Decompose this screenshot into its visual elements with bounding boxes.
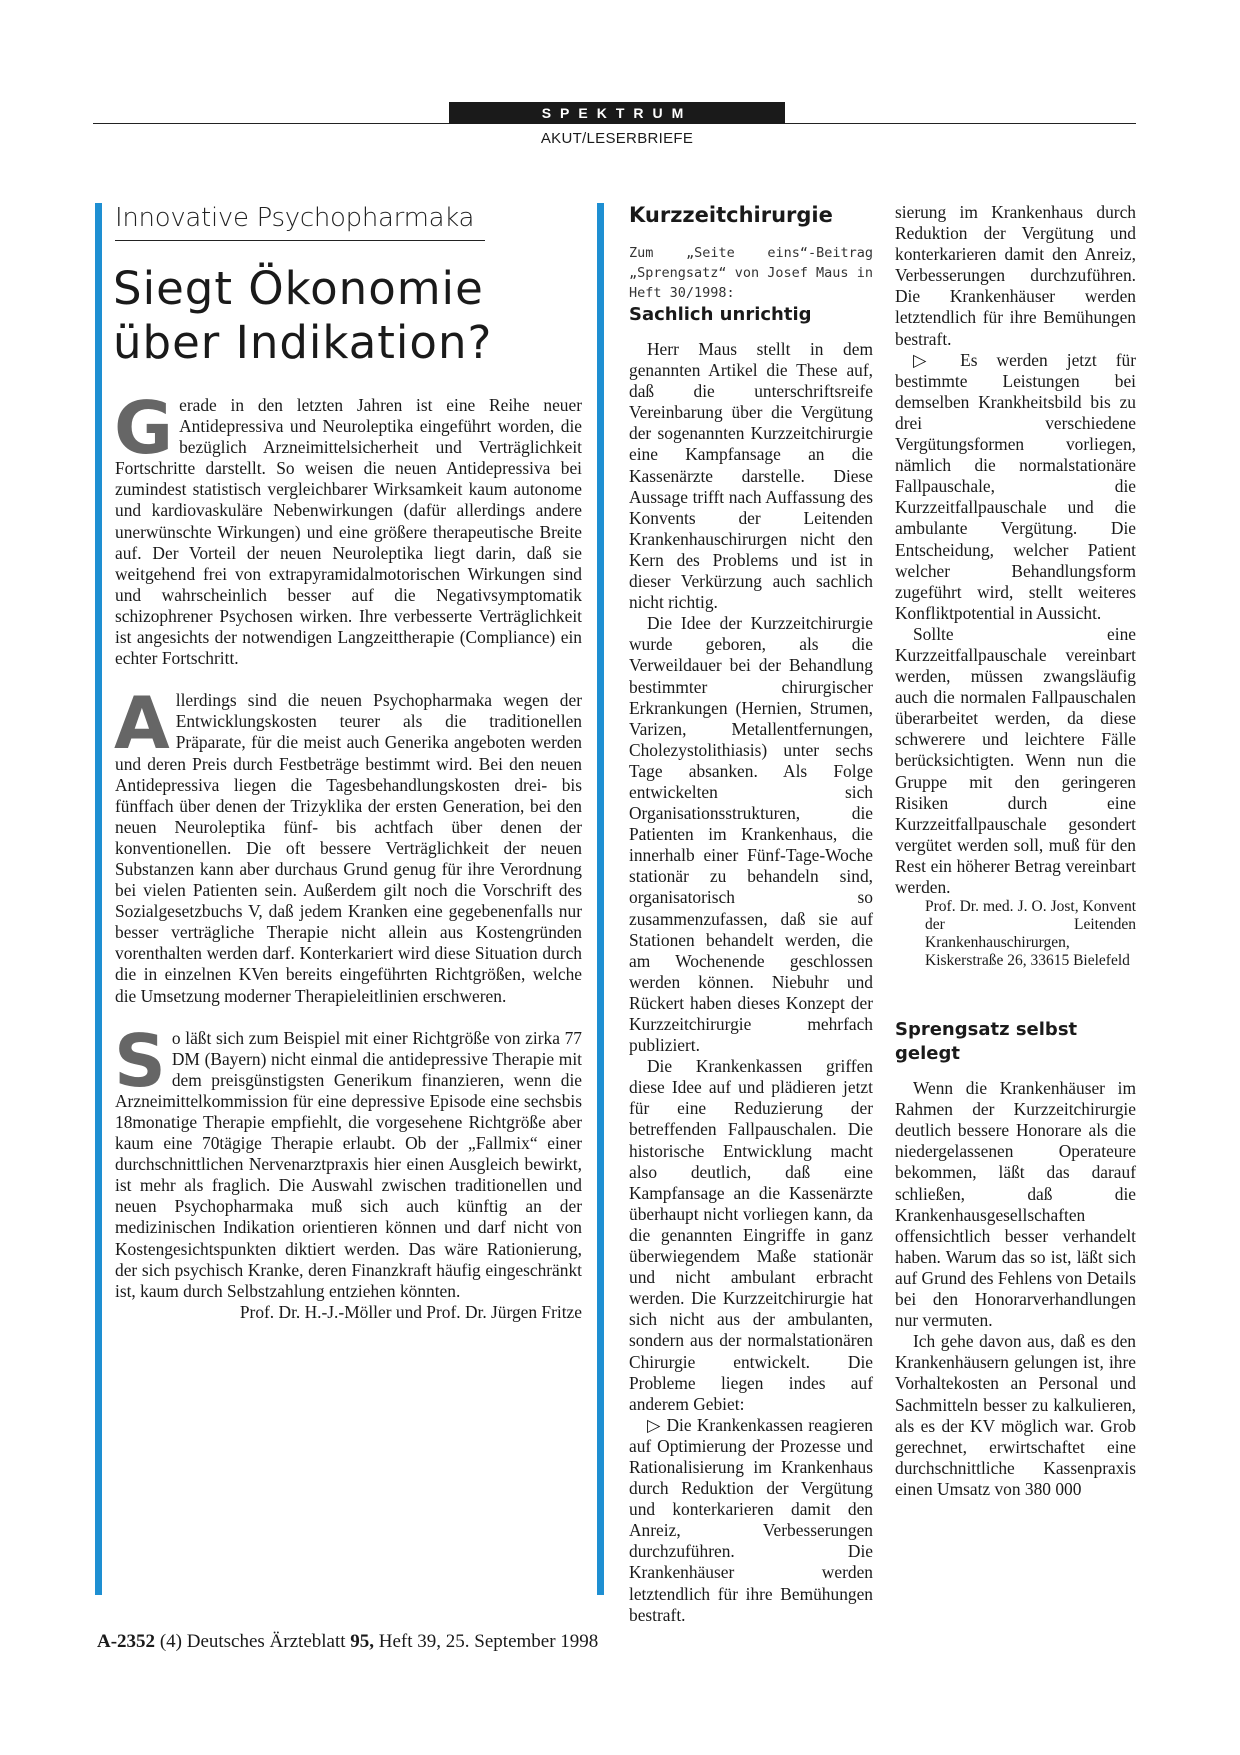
article1-accent-bar <box>95 203 102 1595</box>
article1-kicker: Innovative Psychopharmaka <box>115 203 475 233</box>
letter1-paragraph-1: Herr Maus stellt in dem genannten Artikel die These auf, daß die unterschriftsreife Vereinbarung über die Vergütung der sogenannten Kurzzeitchirurgie eine Kampfansage an die Kassenärzte darstelle. Diese Aussage trifft nach Auffassung des Konvents der Leitenden Krankenhauschirurgen nicht den Kern des Problems und ist in dieser Verkürzung auch sachlich nicht richtig. <box>629 339 873 613</box>
page-number: A-2352 <box>97 1631 156 1652</box>
footer-volume: 95, <box>350 1631 375 1652</box>
kicker-underline <box>115 240 485 241</box>
article2-column-1 <box>629 202 873 1625</box>
letter1-title: Sachlich unrichtig <box>629 304 812 325</box>
article2-title: Kurzzeitchirurgie <box>629 203 833 227</box>
article2-column-2 <box>895 202 1136 1500</box>
letter1-paragraph-2: Die Idee der Kurzzeitchirurgie wurde geboren, als die Verweildauer bei der Behandlung bestimmter chirurgischer Erkrankungen (Hernien, Strumen, Varizen, Metallentfernungen, Cholezystolithiasis) unter sechs Tage absanken. Als Folge entwickelten sich Organisationsstrukturen, die Patienten im Krankenhaus, die innerhalb einer Fünf-Tage-Woche stationär zu behandeln sind, organisatorisch so zusammenzufassen, daß sie auf Stationen behandelt werden, die am Wochenende geschlossen werden können. Niebuhr und Rückert haben dieses Konzept der Kurzzeitchirurgie mehrfach publiziert. <box>629 613 873 1056</box>
letter1-paragraph-6: Sollte eine Kurzzeitfallpauschale vereinbart werden, müssen zwangsläufig auch die normalen Fallpauschalen überarbeitet werden, da diese schwerere und leichtere Fälle berücksichtigten. Wenn nun die Gruppe mit den geringeren Risiken durch eine Kurzzeitfallpauschale gesondert vergütet werden soll, muß für den Rest ein höherer Betrag vereinbart werden. <box>895 623 1136 897</box>
article1-paragraph-2: Allerdings sind die neuen Psychopharmaka wegen der Entwicklungskosten teurer als die traditionellen Präparate, für die meist auch Generika angeboten werden und deren Preis durch Festbeträge bestimmt wird. Bei den neuen Antidepressiva liegen die Tagesbehandlungskosten drei- bis fünffach über denen der Trizyklika der ersten Generation, bei den neuen Neuroleptika fünf- bis achtfach über denen der konventionellen. Die oft bessere Verträglichkeit der neuen Substanzen kann aber durchaus Grund genug für ihre Verordnung bei vielen Patienten sein. Außerdem gilt noch die Vorschrift des Sozialgesetzbuchs V, daß jedem Kranken eine gegebenenfalls nur besser verträgliche Therapie nicht allein aus Kostengründen vorenthalten werden darf. Konterkariert wird diese Situation durch die in einzelnen KVen bereits eingeführten Richtgrößen, welche die Umsetzung moderner Therapieleitlinien erschweren. <box>114 681 582 1006</box>
article2-accent-bar <box>597 203 604 1595</box>
article1-paragraph-3: So läßt sich zum Beispiel mit einer Richtgröße von zirka 77 DM (Bayern) nicht einmal die antidepressive Therapie mit dem preisgünstigsten Generikum finanzieren, wenn die Arzneimittelkommission für eine depressive Episode eine sechsbis 18monatige Therapie empfiehlt, die vorgesehene Richtgröße aber kaum eine 70tägige Therapie erlaubt. Ob der „Fallmix“ einer durchschnittlichen Nervenarztpraxis hier einen Ausgleich bewirkt, ist mehr als fraglich. Die Auswahl zwischen traditionellen und neuen Psychopharmaka muß sich auch künftig an der medizinischen Indikation orientieren können und darf nicht von Kostengesichtspunkten diktiert werden. Das wäre Rationierung, der sich psychisch Kranke, deren Finanzkraft häufig eingeschränkt ist, kaum durch Selbstzahlung entziehen könnten. <box>114 1018 582 1301</box>
letter2-paragraph-1: Wenn die Krankenhäuser im Rahmen der Kurzzeitchirurgie deutlich bessere Honorare als die niedergelassenen Operateure bekommen, läßt das darauf schließen, daß die Krankenhausgesellschaften offensichtlich besser verhandelt haben. Warum das so ist, läßt sich auf Grund des Fehlens von Details bei den Honorarverhandlungen nur vermuten. <box>895 1078 1137 1331</box>
letter1-paragraph-5: ▷ Es werden jetzt für bestimmte Leistungen bei demselben Krankheitsbild bis zu drei verschiedene Vergütungsformen vorliegen, nämlich die normalstationäre Fallpauschale, die Kurzzeitfallpauschale und die ambulante Vergütung. Die Entscheidung, welcher Patient welcher Behandlungsform zugeführt wird, stellt weiteres Konfliktpotential in Aussicht. <box>895 349 1136 623</box>
headline-line-2: über Indikation? <box>113 316 493 369</box>
article1-body <box>114 386 582 1323</box>
article1-headline <box>113 262 583 370</box>
letter1-author: Prof. Dr. med. J. O. Jost, Konvent der Leitenden Krankenhauschirurgen, Kiskerstraße 26, 33615 Bielefeld <box>925 898 1136 970</box>
page-footer <box>97 1631 598 1653</box>
letter2-title: Sprengsatz selbst gelegt <box>895 1019 1078 1065</box>
letter1-paragraph-4-continued: sierung im Krankenhaus durch Reduktion der Vergütung und konterkarieren damit den Anreiz, Verbesserungen durchzuführen. Die Krankenhäuser werden letztendlich für ihre Bemühungen bestraft. <box>895 202 1136 349</box>
letter1-paragraph-4: ▷ Die Krankenkassen reagieren auf Optimierung der Prozesse und Rationalisierung im Krankenhaus durch Reduktion der Vergütung und konterkarieren damit den Anreiz, Verbesserungen durchzuführen. Die Krankenhäuser werden letztendlich für ihre Bemühungen bestraft. <box>629 1414 873 1625</box>
subsection-label: AKUT/LESERBRIEFE <box>540 130 694 147</box>
headline-line-1: Siegt Ökonomie <box>113 262 484 315</box>
article1-paragraph-1: Gerade in den letzten Jahren ist eine Reihe neuer Antidepressiva und Neuroleptika eingeführt worden, die bezüglich Arzneimittelsicherheit und Verträglichkeit Fortschritte darstellt. So weisen die neuen Antidepressiva bei zumindest statistisch vergleichbarer Wirksamkeit kaum autonome und kardiovaskuläre Nebenwirkungen (dafür allerdings andere unerwünschte Wirkungen) und eine größere therapeutische Breite auf. Der Vorteil der neuen Neuroleptika liegt darin, daß sie weitgehend frei von extrapyramidalmotorischen Wirkungen sind und wahrscheinlich besser auf die Negativsymptomatik schizophrener Psychosen wirken. Ihre verbesserte Verträglichkeit ist angesichts der notwendigen Langzeittherapie (Compliance) ein echter Fortschritt. <box>114 386 582 669</box>
letter2-paragraph-2: Ich gehe davon aus, daß es den Krankenhäusern gelungen ist, ihre Vorhaltekosten an Personal und Sachmitteln besser zu kalkulieren, als es der KV möglich war. Grob gerechnet, erwirtschaftet eine durchschnittliche Kassenpraxis einen Umsatz von 380 000 <box>895 1331 1136 1499</box>
article1-signature: Prof. Dr. H.-J.-Möller und Prof. Dr. Jürgen Fritze <box>239 1301 582 1322</box>
letter1-paragraph-3: Die Krankenkassen griffen diese Idee auf und plädieren jetzt für eine Reduzierung der betreffenden Fallpauschalen. Die historische Entwicklung macht also deutlich, daß eine Kampfansage an die Kassenärzte überhaupt nicht vorliegen kann, da die genannten Eingriffe in ganz überwiegendem Maße stationär und nicht ambulant erbracht werden. Die Kurzzeitchirurgie hat sich nicht aus der ambulanten, sondern aus der normalstationären Chirurgie entwickelt. Die Probleme liegen indes auf anderem Gebiet: <box>629 1056 873 1414</box>
drop-cap: G <box>114 386 174 470</box>
footer-issue: Heft 39, 25. September 1998 <box>378 1631 599 1652</box>
footer-publication: (4) Deutsches Ärzteblatt <box>159 1631 346 1652</box>
article2-intro: Zum „Seite eins“-Beitrag „Sprengsatz“ von Josef Maus in Heft 30/1998: <box>629 245 873 301</box>
drop-cap: A <box>114 681 170 766</box>
section-banner: SPEKTRUM <box>449 102 785 124</box>
drop-cap: S <box>114 1018 166 1103</box>
